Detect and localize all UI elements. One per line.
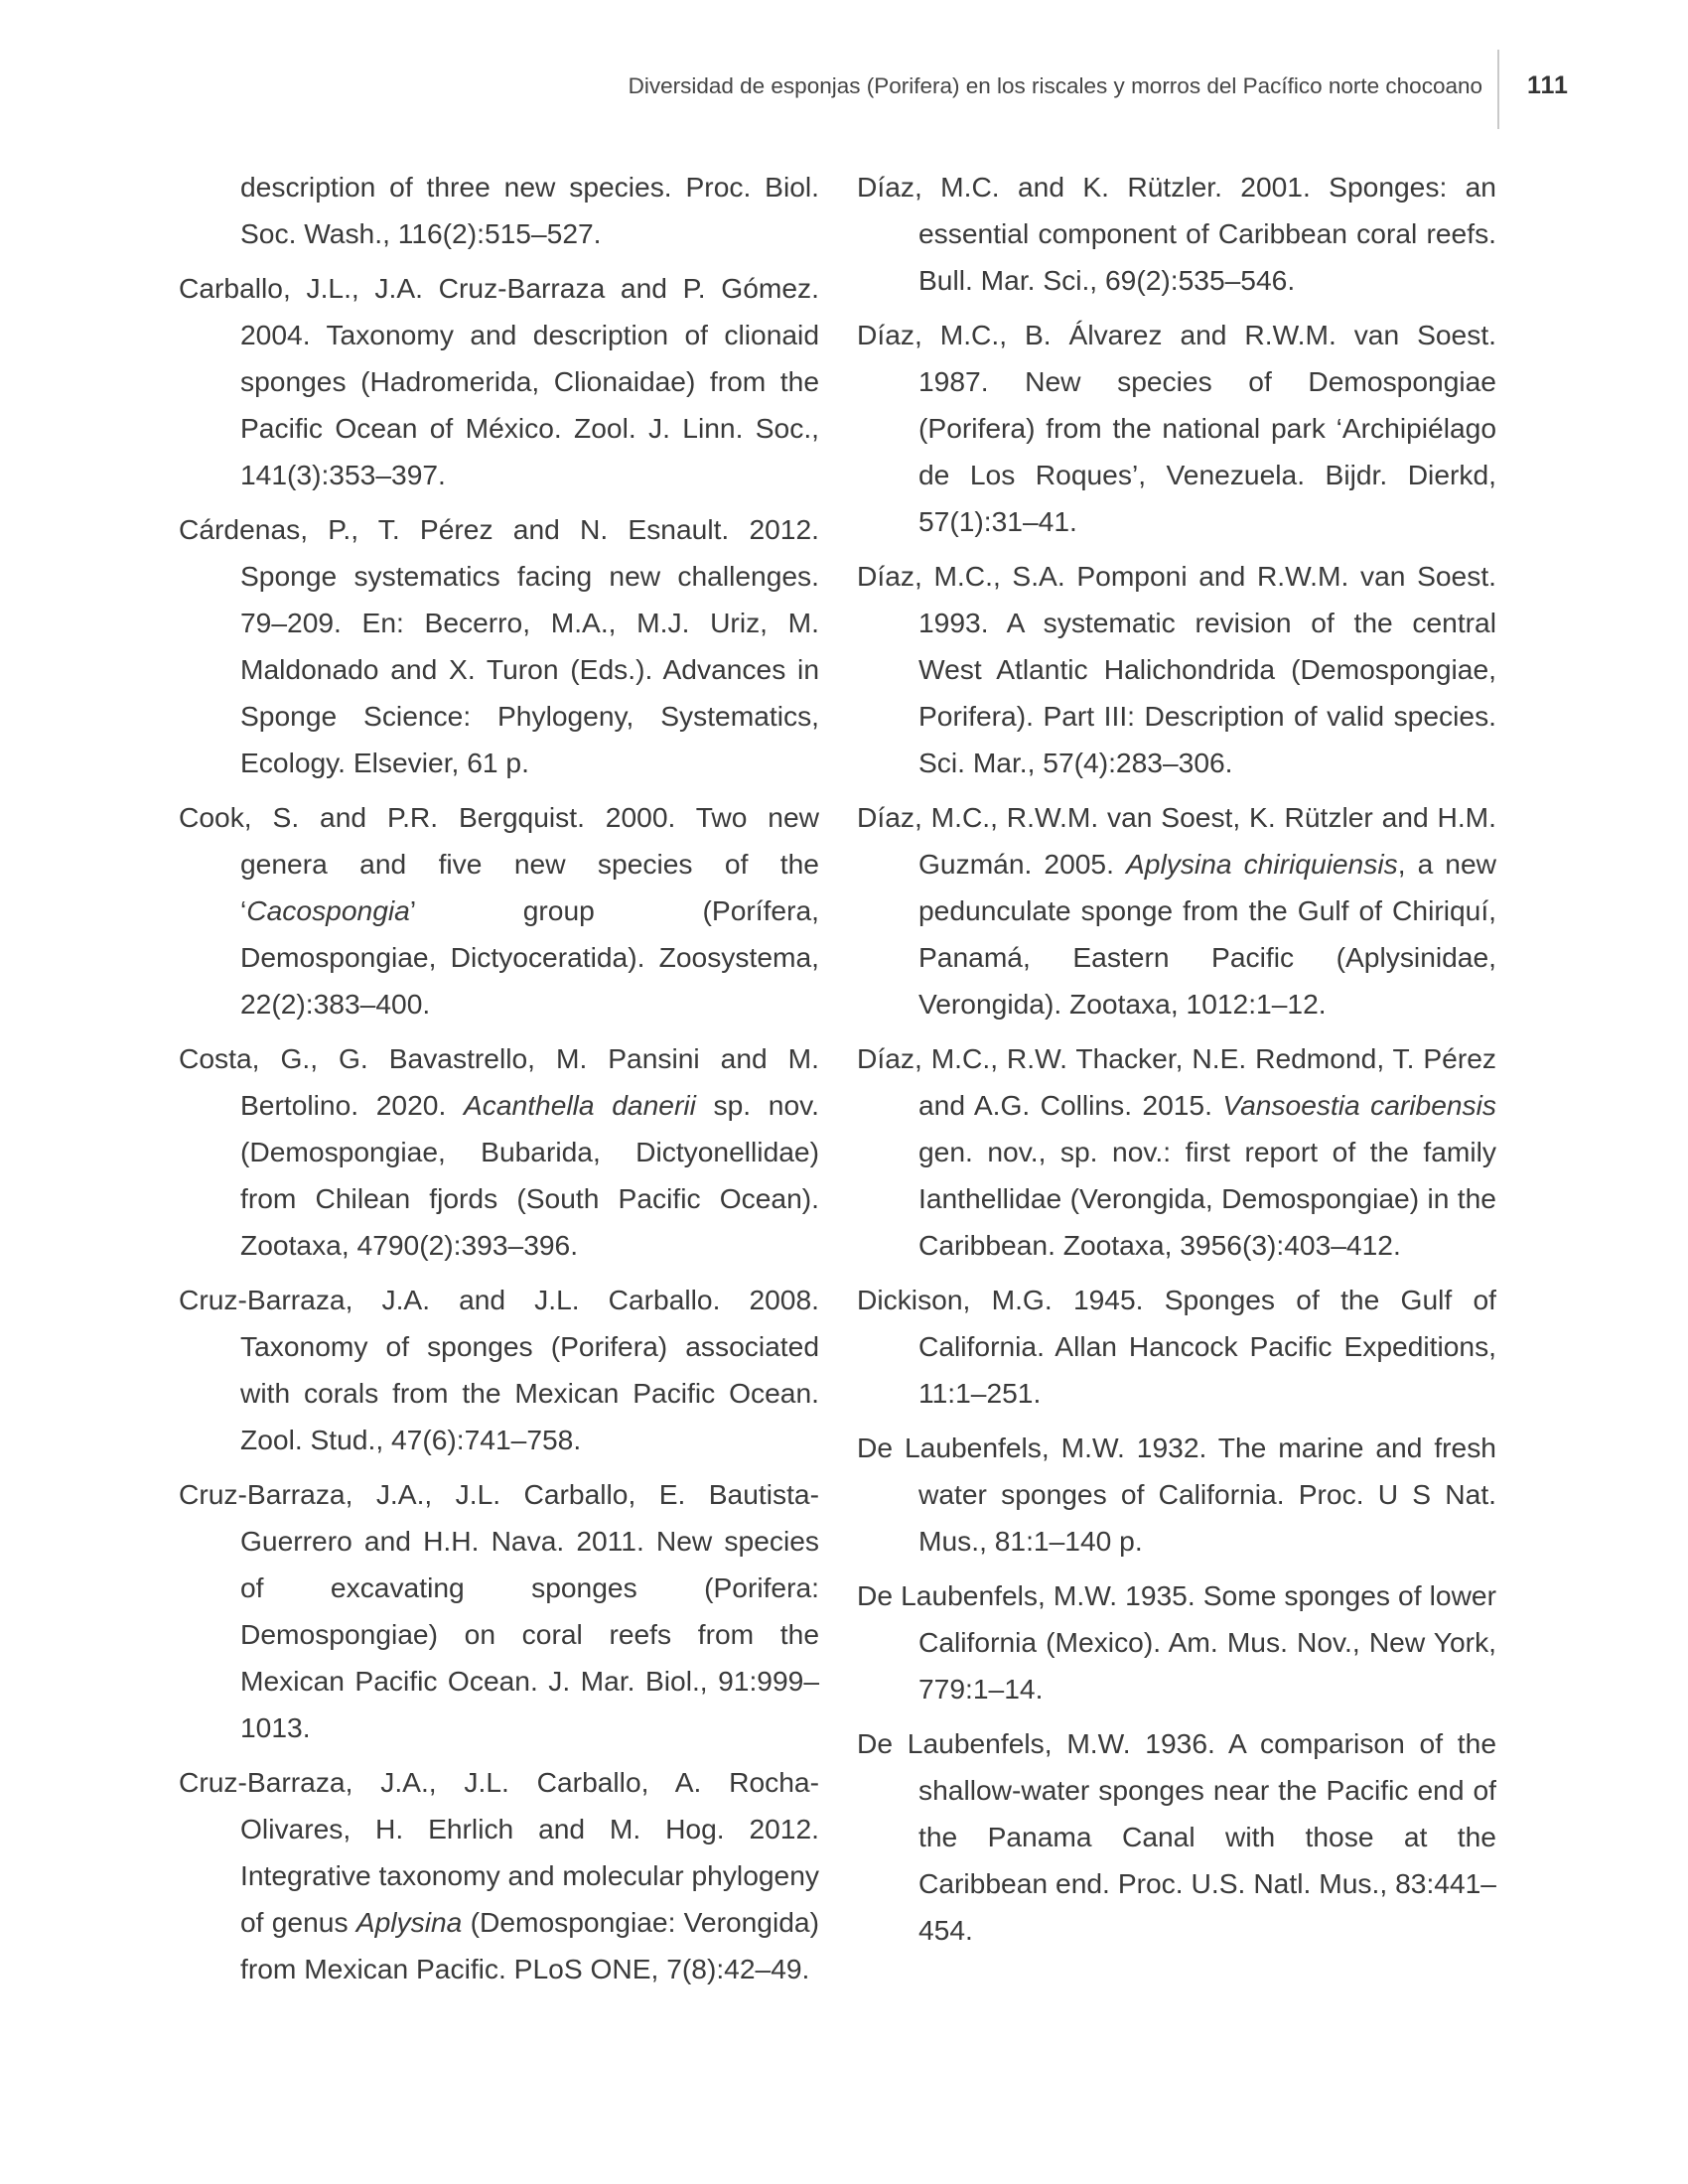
reference-entry: Cook, S. and P.R. Bergquist. 2000. Two new genera and five new species of the ‘Cacospongia’ group (Porífera, Demospongiae, Dictyoceratida). Zoosystema, 22(2):383–400. (179, 801, 819, 1020)
reference-entry: De Laubenfels, M.W. 1932. The marine and fresh water sponges of California. Proc. U S Nat. Mus., 81:1–140 p. (857, 1432, 1496, 1557)
header-divider (1497, 50, 1499, 129)
right-column (857, 164, 1496, 1962)
reference-entry: De Laubenfels, M.W. 1936. A comparison of the shallow-water sponges near the Pacific end of the Panama Canal with those at the Caribbean end. Proc. U.S. Natl. Mus., 83:441–454. (857, 1727, 1496, 1946)
reference-entry: Díaz, M.C., S.A. Pomponi and R.W.M. van Soest. 1993. A systematic revision of the central West Atlantic Halichondrida (Demospongiae, Porifera). Part III: Description of valid species. Sci. Mar., 57(4):283–306. (857, 560, 1496, 778)
running-head: Diversidad de esponjas (Porifera) en los riscales y morros del Pacífico norte chocoano (628, 73, 1482, 98)
left-column (179, 164, 819, 2000)
reference-entry: Díaz, M.C., B. Álvarez and R.W.M. van Soest. 1987. New species of Demospongiae (Porifera) from the national park ‘Archipiélago de Los Roques’, Venezuela. Bijdr. Dierkd, 57(1):31–41. (857, 319, 1496, 537)
reference-entry: Díaz, M.C. and K. Rützler. 2001. Sponges: an essential component of Caribbean coral reefs. Bull. Mar. Sci., 69(2):535–546. (857, 171, 1496, 296)
taxon-name: Aplysina chiriquiensis (1126, 848, 1398, 880)
reference-entry: Díaz, M.C., R.W. Thacker, N.E. Redmond, T. Pérez and A.G. Collins. 2015. Vansoestia caribensis gen. nov., sp. nov.: first report of the family Ianthellidae (Verongida, Demospongiae) in the Caribbean. Zootaxa, 3956(3):403–412. (857, 1042, 1496, 1261)
reference-entry: De Laubenfels, M.W. 1935. Some sponges of lower California (Mexico). Am. Mus. Nov., New York, 779:1–14. (857, 1579, 1496, 1705)
reference-entry: Carballo, J.L., J.A. Cruz-Barraza and P. Gómez. 2004. Taxonomy and description of clionaid sponges (Hadromerida, Clionaidae) from the Pacific Ocean of México. Zool. J. Linn. Soc., 141(3):353–397. (179, 272, 819, 490)
reference-entry: Díaz, M.C., R.W.M. van Soest, K. Rützler and H.M. Guzmán. 2005. Aplysina chiriquiensis, a new pedunculate sponge from the Gulf of Chiriquí, Panamá, Eastern Pacific (Aplysinidae, Verongida). Zootaxa, 1012:1–12. (857, 801, 1496, 1020)
taxon-name: Acanthella danerii (463, 1089, 696, 1121)
reference-entry: Dickison, M.G. 1945. Sponges of the Gulf of California. Allan Hancock Pacific Expeditions, 11:1–251. (857, 1284, 1496, 1409)
reference-entry: Cárdenas, P., T. Pérez and N. Esnault. 2012. Sponge systematics facing new challenges. 79–209. En: Becerro, M.A., M.J. Uriz, M. Maldonado and X. Turon (Eds.). Advances in Sponge Science: Phylogeny, Systematics, Ecology. Elsevier, 61 p. (179, 513, 819, 778)
taxon-name: Vansoestia caribensis (1222, 1089, 1496, 1121)
taxon-name: Cacospongia (246, 894, 410, 926)
reference-entry: Cruz-Barraza, J.A., J.L. Carballo, E. Bautista-Guerrero and H.H. Nava. 2011. New species of excavating sponges (Porifera: Demospongiae) on coral reefs from the Mexican Pacific Ocean. J. Mar. Biol., 91:999–1013. (179, 1478, 819, 1743)
taxon-name: Aplysina (355, 1906, 463, 1938)
reference-entry: Cruz-Barraza, J.A., J.L. Carballo, A. Rocha-Olivares, H. Ehrlich and M. Hog. 2012. Integrative taxonomy and molecular phylogeny of genus Aplysina (Demospongiae: Verongida) from Mexican Pacific. PLoS ONE, 7(8):42–49. (179, 1766, 819, 1984)
reference-entry: Costa, G., G. Bavastrello, M. Pansini and M. Bertolino. 2020. Acanthella danerii sp. nov. (Demospongiae, Bubarida, Dictyonellidae) from Chilean fjords (South Pacific Ocean). Zootaxa, 4790(2):393–396. (179, 1042, 819, 1261)
reference-entry: Cruz-Barraza, J.A. and J.L. Carballo. 2008. Taxonomy of sponges (Porifera) associated with corals from the Mexican Pacific Ocean. Zool. Stud., 47(6):741–758. (179, 1284, 819, 1455)
reference-entry: description of three new species. Proc. Biol. Soc. Wash., 116(2):515–527. (240, 171, 819, 249)
page-number: 111 (1527, 71, 1569, 99)
